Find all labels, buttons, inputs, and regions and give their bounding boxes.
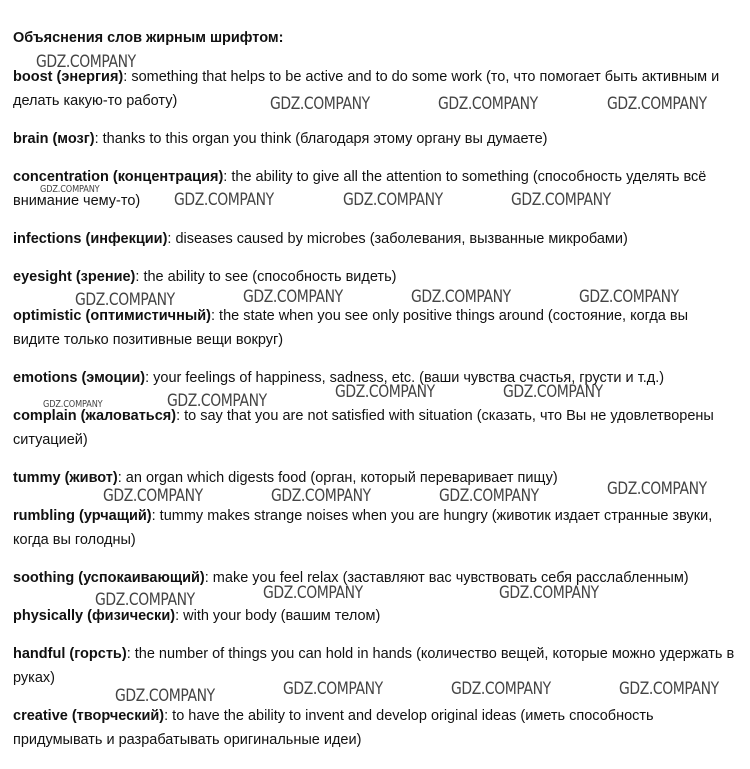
watermark-logo: GDZ.COMPANY	[438, 94, 538, 114]
entry-definition: : with your body (вашим телом)	[175, 608, 381, 624]
entry-term: eyesight (зрение)	[13, 269, 136, 285]
page-heading: Объяснения слов жирным шрифтом:	[13, 30, 284, 46]
watermark-logo: GDZ.COMPANY	[283, 679, 383, 699]
entry-term: brain (мозг)	[13, 131, 95, 147]
entry-definition: : the ability to see (способность видеть)	[135, 269, 397, 285]
glossary-entry-rumbling	[13, 504, 735, 552]
entry-definition: : tummy makes strange noises when you are hungry (животик издает странные звуки, когда вы голодны)	[13, 508, 713, 548]
entry-definition: : to have the ability to invent and develop original ideas (иметь способность придумывать и разрабатывать оригинальные идеи)	[13, 708, 654, 748]
entry-term: soothing (успокаивающий)	[13, 570, 205, 586]
watermark-logo: GDZ.COMPANY	[619, 679, 719, 699]
watermark-logo: GDZ.COMPANY	[499, 583, 599, 603]
entry-definition: : to say that you are not satisfied with situation (сказать, что Вы не удовлетворены ситуацией)	[13, 408, 714, 448]
entry-term: complain (жаловаться)	[13, 408, 177, 424]
watermark-logo: GDZ.COMPANY	[607, 479, 707, 499]
watermark-logo: GDZ.COMPANY	[263, 583, 363, 603]
watermark-logo: GDZ.COMPANY	[95, 590, 195, 610]
glossary-entry-optimistic	[13, 304, 735, 352]
watermark-logo: GDZ.COMPANY	[511, 190, 611, 210]
entry-definition: : the ability to give all the attention to something (способность уделять всё внимание чему-то)	[13, 169, 707, 209]
entry-term: rumbling (урчащий)	[13, 508, 152, 524]
entry-term: optimistic (оптимистичный)	[13, 308, 211, 324]
entry-definition: : the number of things you can hold in hands (количество вещей, которые можно удержать в руках)	[13, 646, 735, 686]
watermark-logo: GDZ.COMPANY	[343, 190, 443, 210]
entry-term: boost (энергия)	[13, 69, 124, 85]
entry-definition: : an organ which digests food (орган, который переваривает пищу)	[117, 470, 558, 486]
watermark-logo: GDZ.COMPANY	[167, 391, 267, 411]
glossary-entry-infections	[13, 227, 735, 251]
watermark-logo: GDZ.COMPANY	[43, 399, 103, 410]
entry-definition: : something that helps to be active and to do some work (то, что помогает быть активным и делать какую-то работу)	[13, 69, 720, 109]
watermark-logo: GDZ.COMPANY	[174, 190, 274, 210]
watermark-logo: GDZ.COMPANY	[75, 290, 175, 310]
watermark-logo: GDZ.COMPANY	[451, 679, 551, 699]
glossary-entry-soothing	[13, 566, 735, 590]
entry-definition: : the state when you see only positive things around (состояние, когда вы видите только позитивные вещи вокруг)	[13, 308, 688, 348]
glossary-entry-creative	[13, 704, 735, 752]
watermark-logo: GDZ.COMPANY	[243, 287, 343, 307]
entry-term: physically (физически)	[13, 608, 176, 624]
watermark-logo: GDZ.COMPANY	[335, 382, 435, 402]
entry-definition: : thanks to this organ you think (благодаря этому органу вы думаете)	[94, 131, 548, 147]
watermark-logo: GDZ.COMPANY	[411, 287, 511, 307]
entry-term: handful (горсть)	[13, 646, 127, 662]
watermark-logo: GDZ.COMPANY	[439, 486, 539, 506]
glossary-entry-complain	[13, 404, 735, 452]
entry-definition: : diseases caused by microbes (заболевания, вызванные микробами)	[167, 231, 628, 247]
entry-definition: : make you feel relax (заставляют вас чувствовать себя расслабленным)	[204, 570, 689, 586]
glossary-entry-brain	[13, 127, 735, 151]
entry-term: creative (творческий)	[13, 708, 165, 724]
entry-term: emotions (эмоции)	[13, 370, 146, 386]
watermark-logo: GDZ.COMPANY	[40, 184, 100, 195]
watermark-logo: GDZ.COMPANY	[36, 52, 136, 72]
watermark-logo: GDZ.COMPANY	[503, 382, 603, 402]
entry-definition: : your feelings of happiness, sadness, etc. (ваши чувства счастья, грусти и т.д.)	[145, 370, 665, 386]
entry-term: concentration (концентрация)	[13, 169, 224, 185]
watermark-logo: GDZ.COMPANY	[579, 287, 679, 307]
watermark-logo: GDZ.COMPANY	[270, 94, 370, 114]
watermark-logo: GDZ.COMPANY	[271, 486, 371, 506]
watermark-logo: GDZ.COMPANY	[607, 94, 707, 114]
watermark-logo: GDZ.COMPANY	[103, 486, 203, 506]
entry-term: tummy (живот)	[13, 470, 118, 486]
watermark-logo: GDZ.COMPANY	[115, 686, 215, 706]
entry-term: infections (инфекции)	[13, 231, 168, 247]
glossary-entry-eyesight	[13, 265, 735, 289]
